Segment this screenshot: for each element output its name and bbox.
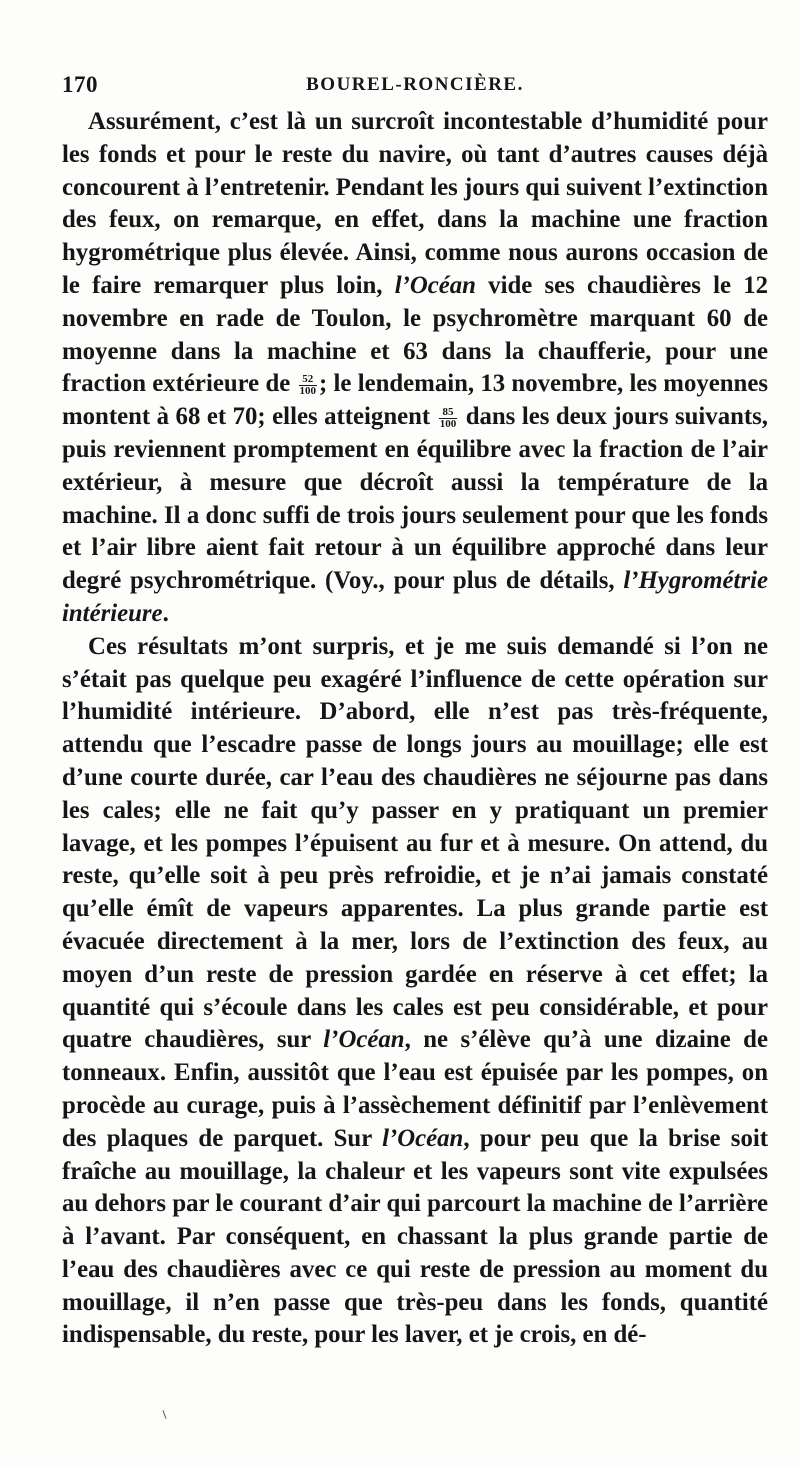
text-run: . bbox=[162, 599, 169, 627]
page-header bbox=[62, 72, 768, 102]
paragraph-2 bbox=[62, 631, 768, 1353]
stray-ink-mark bbox=[162, 1410, 166, 1419]
text-run: , ne s’élève qu’à une dizaine de tonneaux. Enfin, aussitôt que l’eau est épuisée par les pompes, on procède au curage, puis à l’assèchement définitif par l’enlèvement des plaques de parquet. Sur bbox=[62, 1026, 768, 1152]
text-run: Ces résultats m’ont surpris, et je me suis demandé si l’on ne s’était pas quelque peu exagéré l’influence de cette opération sur l’humidité intérieure. D’abord, elle n’est pas très-fréquente, attendu que l’escadre passe de longs jours au mouillage; elle est d’une courte durée, car l’eau des chaudières ne séjourne pas dans les cales; elle ne fait qu’y passer en y pratiquant un premier lavage, et les pompes l’épuisent au fur et à mesure. On attend, du reste, qu’elle soit à peu près refroidie, et je n’ai jamais constaté qu’elle émît de vapeurs apparentes. La plus grande partie est évacuée directement à la mer, lors de l’extinction des feux, au moyen d’un reste de pression gardée en réserve à cet effet; la quantité qui s’écoule dans les cales est peu considérable, et pour quatre chaudières, sur bbox=[62, 632, 768, 1054]
fraction-denominator: 100 bbox=[439, 417, 457, 430]
fraction bbox=[299, 374, 318, 397]
fraction-denominator: 100 bbox=[299, 385, 317, 398]
ship-name: l’Océan bbox=[323, 1026, 405, 1054]
running-head: BOUREL-RONCIÈRE. bbox=[306, 74, 524, 95]
text-run: Assurément, c’est là un surcroît incontestable d’humidité pour les fonds et pour le reste du navire, où tant d’autres causes déjà concourent à l’entretenir. Pendant les jours qui suivent l’extinction des feux, on remarque, en effet, dans la machine une fraction hygrométrique plus élevée. Ainsi, comme nous aurons occasion de le faire remarquer plus loin, bbox=[62, 108, 768, 299]
fraction bbox=[439, 407, 458, 430]
body-text bbox=[62, 106, 768, 1352]
cross-reference: l’Hygrométrie intérieure bbox=[62, 567, 768, 627]
text-run: ; le lendemain, 13 novembre, les moyennes montent à 68 et 70; elles atteignent bbox=[62, 370, 768, 431]
text-run: , pour peu que la brise soit fraîche au mouillage, la chaleur et les vapeurs sont vite expulsées au dehors par le courant d’air qui parcourt la machine de l’arrière à l’avant. Par conséquent, en chassant la plus grande partie de l’eau des chaudières avec ce qui reste de pression au moment du mouillage, il n’en passe que très-peu dans les fonds, quantité indispensable, du reste, pour les laver, et je crois, en dé- bbox=[62, 1124, 769, 1349]
page-number: 170 bbox=[62, 72, 98, 97]
ship-name: l’Océan bbox=[394, 271, 476, 299]
ship-name: l’Océan bbox=[382, 1124, 464, 1152]
paragraph-1 bbox=[62, 106, 768, 631]
text-run: vide ses chaudières le 12 novembre en rade de Toulon, le psychromètre marquant 60 de moyenne dans la machine et 63 dans la chaufferie, pour une fraction extérieure de bbox=[62, 271, 768, 398]
fraction-numerator: 52 bbox=[299, 374, 318, 386]
fraction-numerator: 85 bbox=[439, 407, 458, 419]
text-run: dans les deux jours suivants, puis reviennent promptement en équilibre avec la fraction de l’air extérieur, à mesure que décroît aussi la température de la machine. Il a donc suffi de trois jours seulement pour que les fonds et l’air libre aient fait retour à un équilibre approché dans leur degré psychrométrique. (Voy., pour plus de détails, bbox=[62, 403, 768, 595]
